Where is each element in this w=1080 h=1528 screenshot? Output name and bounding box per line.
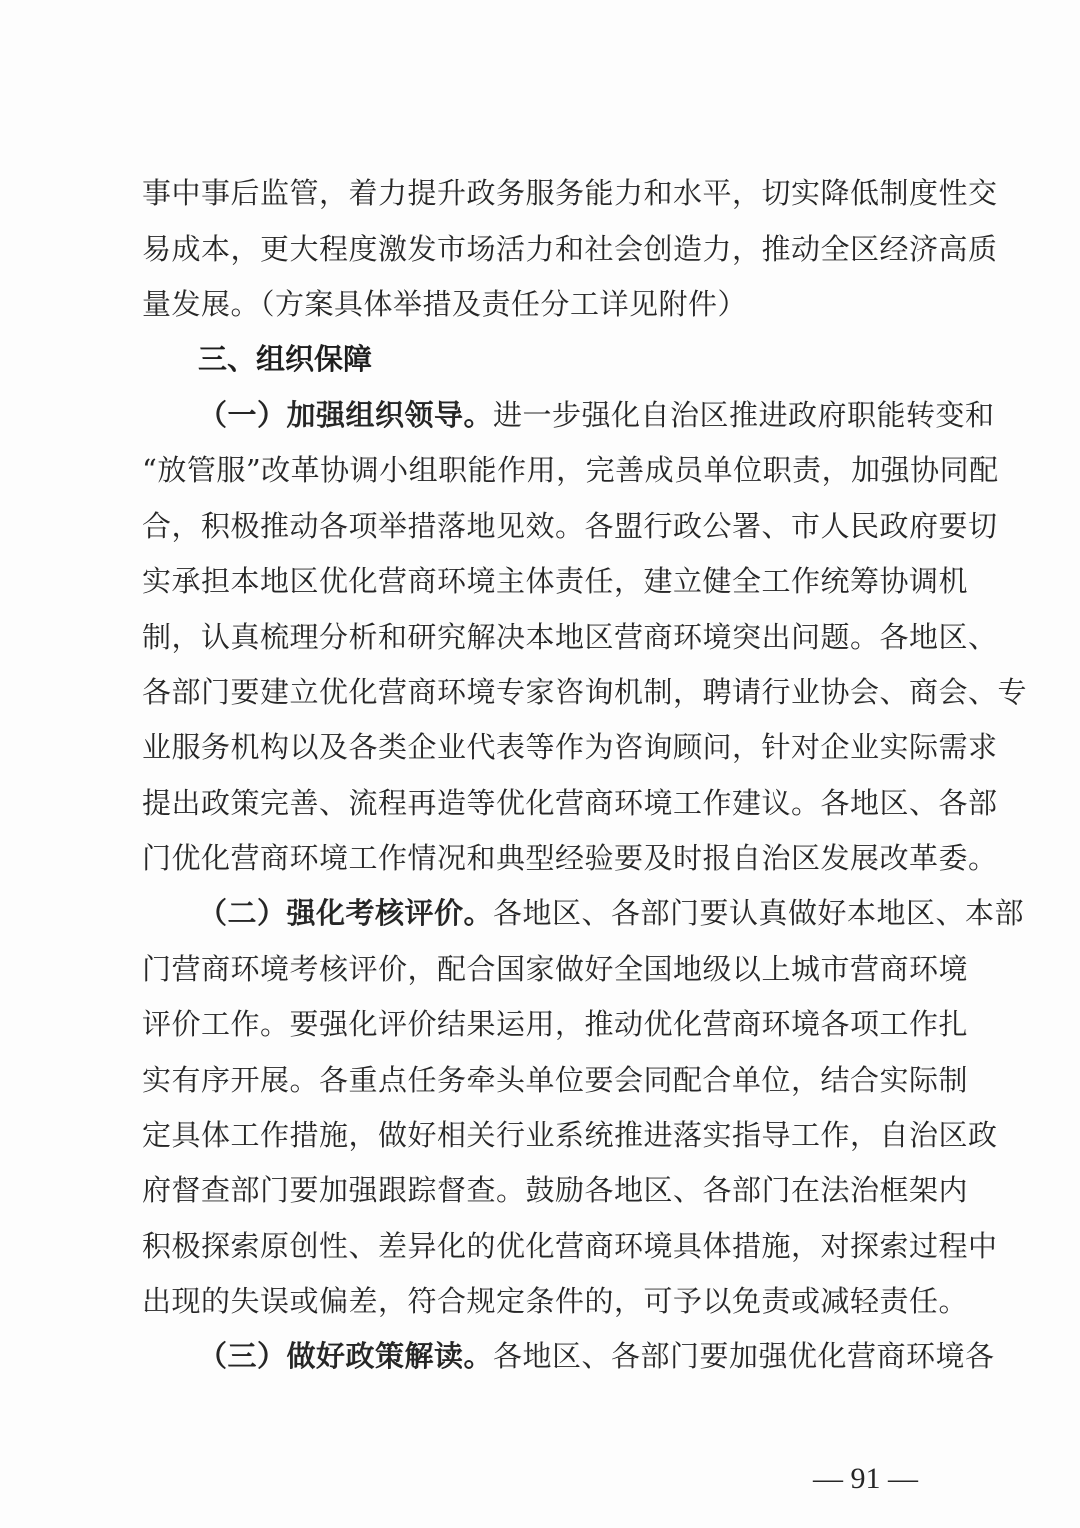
para1-first-rest: 进一步强化自治区推进政府职能转变和 [493, 398, 995, 432]
text-line: “放管服”改革协调小组职能作用，完善成员单位职责，加强协同配 [142, 453, 999, 487]
text-line: 积极探索原创性、差异化的优化营商环境具体措施，对探索过程中 [142, 1229, 998, 1263]
text-line: 量发展。（方案具体举措及责任分工详见附件） [142, 287, 748, 321]
text-line: 出现的失误或偏差，符合规定条件的，可予以免责或减轻责任。 [142, 1284, 969, 1318]
text-line: 易成本，更大程度激发市场活力和社会创造力，推动全区经济高质 [142, 232, 998, 266]
text-line: 提出政策完善、流程再造等优化营商环境工作建议。各地区、各部 [142, 786, 998, 820]
text-line: 府督查部门要加强跟踪督查。鼓励各地区、各部门在法治框架内 [142, 1173, 969, 1207]
para1-first-line [198, 395, 998, 435]
para2-first-rest: 各地区、各部门要认真做好本地区、本部 [493, 896, 1025, 930]
text-line: 门优化营商环境工作情况和典型经验要及时报自治区发展改革委。 [142, 841, 998, 875]
page-number: — 91 — [813, 1462, 918, 1495]
para3-first-line [198, 1336, 998, 1376]
text-line: 定具体工作措施，做好相关行业系统推进落实指导工作，自治区政 [142, 1118, 998, 1152]
text-line: 门营商环境考核评价，配合国家做好全国地级以上城市营商环境 [142, 952, 969, 986]
text-line: 事中事后监管，着力提升政务服务能力和水平，切实降低制度性交 [142, 176, 998, 210]
text-line: 各部门要建立优化营商环境专家咨询机制，聘请行业协会、商会、专 [142, 675, 1028, 709]
para1-title: （一）加强组织领导。 [198, 398, 494, 432]
text-line: 实承担本地区优化营商环境主体责任，建立健全工作统筹协调机 [142, 564, 969, 598]
para3-title: （三）做好政策解读。 [198, 1339, 494, 1373]
text-line: 业服务机构以及各类企业代表等作为咨询顾问，针对企业实际需求 [142, 730, 998, 764]
para3-first-rest: 各地区、各部门要加强优化营商环境各 [493, 1339, 995, 1373]
para2-title: （二）强化考核评价。 [198, 896, 494, 930]
text-line: 合，积极推动各项举措落地见效。各盟行政公署、市人民政府要切 [142, 509, 998, 543]
para2-first-line [198, 893, 1025, 933]
text-line: 制，认真梳理分析和研究解决本地区营商环境突出问题。各地区、 [142, 620, 998, 654]
text-line: 实有序开展。各重点任务牵头单位要会同配合单位，结合实际制 [142, 1063, 969, 1097]
text-line: 评价工作。要强化评价结果运用，推动优化营商环境各项工作扎 [142, 1007, 969, 1041]
section-heading: 三、组织保障 [198, 342, 373, 376]
